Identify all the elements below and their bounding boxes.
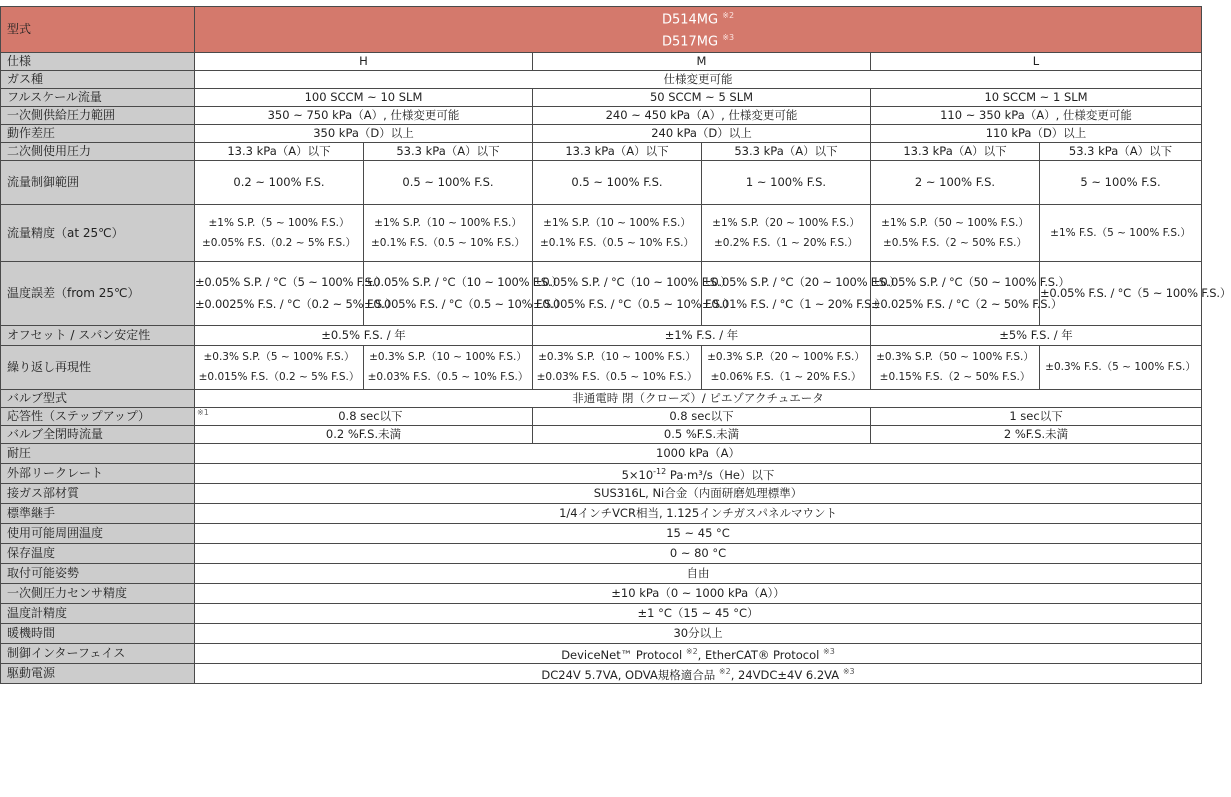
cell-m: 0.5 %F.S.未満 — [533, 425, 871, 443]
footnote-mark: ※2 — [722, 11, 735, 20]
spec-table — [0, 6, 1231, 684]
table-row — [1, 463, 1202, 483]
row-label: 暖機時間 — [1, 623, 195, 643]
cell-m: ±1% F.S. / 年 — [533, 325, 871, 345]
cell-text: 5×10 — [621, 467, 654, 482]
row-label: 一次側圧力センサ精度 — [1, 583, 195, 603]
cell-line: ±1% S.P.（20 ~ 100% F.S.） — [712, 216, 860, 229]
table-row — [1, 443, 1202, 463]
cell-h: ±0.5% F.S. / 年 — [195, 325, 533, 345]
cell-line: ±0.005% F.S. / °C（0.5 ~ 10% F.S.） — [364, 297, 566, 312]
header-row — [1, 7, 1202, 53]
cell-h: 100 SCCM ~ 10 SLM — [195, 88, 533, 106]
footnote-mark: ※3 — [722, 33, 735, 43]
row-label: 保存温度 — [1, 543, 195, 563]
cell-value: 15 ~ 45 °C — [195, 523, 1202, 543]
cell-line: ±0.05% S.P. / °C（10 ~ 100% F.S.） — [533, 275, 732, 290]
table-row — [1, 389, 1202, 407]
cell-value — [195, 663, 1202, 683]
cell-value — [364, 345, 533, 389]
cell-line: ±0.5% F.S.（2 ~ 50% F.S.） — [882, 236, 1028, 249]
cell-line: ±0.2% F.S.（1 ~ 20% F.S.） — [713, 236, 859, 249]
cell-h: H — [195, 52, 533, 70]
cell-h: 350 kPa（D）以上 — [195, 124, 533, 142]
cell-line: ±0.0025% F.S. / °C（0.2 ~ 5% F.S.） — [195, 297, 397, 312]
cell-line: ±0.1% F.S.（0.5 ~ 10% F.S.） — [539, 236, 695, 249]
cell-line: ±0.05% S.P. / °C（5 ~ 100% F.S.） — [195, 275, 387, 290]
cell-line: ±0.1% F.S.（0.5 ~ 10% F.S.） — [370, 236, 526, 249]
cell-value: ±0.05% F.S. / °C（5 ~ 100% F.S.） — [1040, 261, 1202, 325]
table-row — [1, 124, 1202, 142]
table-row — [1, 52, 1202, 70]
row-label: 応答性（ステップアップ） — [1, 407, 195, 425]
cell-line: ±0.03% F.S.（0.5 ~ 10% F.S.） — [536, 371, 698, 384]
cell-value: ±1 °C（15 ~ 45 °C） — [195, 603, 1202, 623]
cell-text: Pa·m³/s（He）以下 — [666, 467, 775, 482]
cell-value: 53.3 kPa（A）以下 — [1040, 142, 1202, 160]
row-label: 取付可能姿勢 — [1, 563, 195, 583]
cell-value: 13.3 kPa（A）以下 — [871, 142, 1040, 160]
cell-value: 0 ~ 80 °C — [195, 543, 1202, 563]
cell-line: ±1% S.P.（5 ~ 100% F.S.） — [208, 216, 350, 229]
cell-line: ±0.3% S.P.（20 ~ 100% F.S.） — [707, 351, 865, 364]
row-label: 一次側供給圧力範囲 — [1, 106, 195, 124]
cell-value: ±10 kPa（0 ~ 1000 kPa（A）） — [195, 583, 1202, 603]
cell-value — [195, 463, 1202, 483]
footnote-mark: ※2 — [685, 646, 698, 656]
cell-h — [195, 407, 533, 425]
cell-line: ±0.01% F.S. / °C（1 ~ 20% F.S.） — [702, 297, 887, 312]
table-row — [1, 563, 1202, 583]
cell-value — [533, 345, 702, 389]
cell-line: ±0.015% F.S.（0.2 ~ 5% F.S.） — [198, 371, 360, 384]
row-label: 流量制御範囲 — [1, 160, 195, 204]
row-label: フルスケール流量 — [1, 88, 195, 106]
cell-line: ±0.05% F.S.（0.2 ~ 5% F.S.） — [201, 236, 357, 249]
model-name: D517MG — [661, 34, 719, 50]
table-row — [1, 325, 1202, 345]
cell-text: , 24VDC±4V 6.2VA — [730, 667, 843, 682]
cell-m: M — [533, 52, 871, 70]
row-label: オフセット / スパン安定性 — [1, 325, 195, 345]
cell-value: 0.2 ~ 100% F.S. — [195, 160, 364, 204]
cell-value — [364, 204, 533, 261]
model-name: D514MG — [661, 12, 719, 28]
cell-value — [533, 204, 702, 261]
cell-text: DC24V 5.7VA, ODVA規格適合品 — [541, 667, 719, 682]
cell-value — [195, 204, 364, 261]
table-row — [1, 543, 1202, 563]
row-label: 温度誤差（from 25℃） — [1, 261, 195, 325]
cell-value: ±1% F.S.（5 ~ 100% F.S.） — [1040, 204, 1202, 261]
cell-value: ±0.3% F.S.（5 ~ 100% F.S.） — [1040, 345, 1202, 389]
cell-value: 非通電時 閉（クローズ）/ ピエゾアクチュエータ — [195, 389, 1202, 407]
cell-value — [364, 261, 566, 325]
row-label: 外部リークレート — [1, 463, 195, 483]
cell-l: 110 kPa（D）以上 — [871, 124, 1202, 142]
cell-m: 0.8 sec以下 — [533, 407, 871, 425]
row-label: 使用可能周囲温度 — [1, 523, 195, 543]
table-row — [1, 345, 1202, 389]
cell-line: ±0.15% F.S.（2 ~ 50% F.S.） — [879, 371, 1031, 384]
cell-line: ±0.03% F.S.（0.5 ~ 10% F.S.） — [367, 371, 529, 384]
row-label: 制御インターフェイス — [1, 643, 195, 663]
cell-text: DeviceNet™ Protocol — [561, 647, 686, 662]
cell-line: ±0.05% S.P. / °C（50 ~ 100% F.S.） — [871, 275, 1070, 290]
cell-value — [533, 261, 735, 325]
row-label: ガス種 — [1, 70, 195, 88]
cell-line: ±0.05% S.P. / °C（10 ~ 100% F.S.） — [364, 275, 563, 290]
cell-value — [871, 204, 1040, 261]
cell-value: 5 ~ 100% F.S. — [1040, 160, 1202, 204]
table-row — [1, 142, 1202, 160]
exponent: -12 — [653, 466, 667, 476]
model-cell — [195, 7, 1202, 53]
row-label: 流量精度（at 25℃） — [1, 204, 195, 261]
row-label: 標準継手 — [1, 503, 195, 523]
row-label: 仕様 — [1, 52, 195, 70]
table-row — [1, 623, 1202, 643]
table-row — [1, 483, 1202, 503]
cell-l: 1 sec以下 — [871, 407, 1202, 425]
cell-value — [871, 261, 1070, 325]
cell-value: 53.3 kPa（A）以下 — [702, 142, 871, 160]
cell-value — [702, 345, 871, 389]
cell-value: 自由 — [195, 563, 1202, 583]
cell-m: 50 SCCM ~ 5 SLM — [533, 88, 871, 106]
cell-value: 30分以上 — [195, 623, 1202, 643]
cell-l: ±5% F.S. / 年 — [871, 325, 1202, 345]
cell-text: 0.8 sec以下 — [338, 409, 403, 424]
row-label: 温度計精度 — [1, 603, 195, 623]
cell-text: , EtherCAT® Protocol — [697, 647, 824, 662]
table-row — [1, 643, 1202, 663]
row-label: 動作差圧 — [1, 124, 195, 142]
footnote-mark: ※3 — [823, 646, 835, 656]
footnote-mark: ※2 — [718, 666, 731, 676]
cell-line: ±0.3% S.P.（50 ~ 100% F.S.） — [876, 351, 1034, 364]
table-row — [1, 160, 1202, 204]
footnote-mark: ※3 — [842, 666, 855, 676]
cell-l: L — [871, 52, 1202, 70]
cell-value — [195, 261, 397, 325]
cell-value: 1000 kPa（A） — [195, 443, 1202, 463]
cell-line: ±0.06% F.S.（1 ~ 20% F.S.） — [710, 371, 862, 384]
cell-value: 13.3 kPa（A）以下 — [533, 142, 702, 160]
cell-line: ±0.3% S.P.（10 ~ 100% F.S.） — [369, 351, 527, 364]
cell-line: ±0.3% S.P.（10 ~ 100% F.S.） — [538, 351, 696, 364]
table-row — [1, 663, 1202, 683]
cell-h: 0.2 %F.S.未満 — [195, 425, 533, 443]
cell-value: 13.3 kPa（A）以下 — [195, 142, 364, 160]
cell-value — [871, 345, 1040, 389]
table-row — [1, 88, 1202, 106]
cell-value: 53.3 kPa（A）以下 — [364, 142, 533, 160]
cell-line: ±0.025% F.S. / °C（2 ~ 50% F.S.） — [871, 297, 1063, 312]
cell-line: ±0.05% S.P. / °C（20 ~ 100% F.S.） — [702, 275, 901, 290]
cell-m: 240 ~ 450 kPa（A）, 仕様変更可能 — [533, 106, 871, 124]
footnote-mark: ※1 — [197, 408, 209, 418]
table-row — [1, 106, 1202, 124]
cell-h: 350 ~ 750 kPa（A）, 仕様変更可能 — [195, 106, 533, 124]
cell-line: ±1% S.P.（10 ~ 100% F.S.） — [543, 216, 691, 229]
cell-l: 10 SCCM ~ 1 SLM — [871, 88, 1202, 106]
row-label: 耐圧 — [1, 443, 195, 463]
cell-value — [195, 643, 1202, 663]
row-label: 駆動電源 — [1, 663, 195, 683]
table-row — [1, 583, 1202, 603]
cell-l: 2 %F.S.未満 — [871, 425, 1202, 443]
table-row — [1, 204, 1202, 261]
row-label: バルブ全閉時流量 — [1, 425, 195, 443]
table-row — [1, 523, 1202, 543]
cell-value: SUS316L, Ni合金（内面研磨処理標準） — [195, 483, 1202, 503]
row-label: 二次側使用圧力 — [1, 142, 195, 160]
table-row — [1, 70, 1202, 88]
cell-value: 0.5 ~ 100% F.S. — [533, 160, 702, 204]
cell-value: 仕様変更可能 — [195, 70, 1202, 88]
cell-value — [195, 345, 364, 389]
cell-l: 110 ~ 350 kPa（A）, 仕様変更可能 — [871, 106, 1202, 124]
row-label: 型式 — [1, 7, 195, 53]
cell-m: 240 kPa（D）以上 — [533, 124, 871, 142]
cell-value — [702, 204, 871, 261]
table-row — [1, 503, 1202, 523]
cell-line: ±1% S.P.（10 ~ 100% F.S.） — [374, 216, 522, 229]
cell-line: ±1% S.P.（50 ~ 100% F.S.） — [881, 216, 1029, 229]
row-label: 繰り返し再現性 — [1, 345, 195, 389]
table-row — [1, 407, 1202, 425]
table-row — [1, 261, 1202, 325]
row-label: 接ガス部材質 — [1, 483, 195, 503]
row-label: バルブ型式 — [1, 389, 195, 407]
cell-value — [702, 261, 901, 325]
cell-value: 0.5 ~ 100% F.S. — [364, 160, 533, 204]
table-row — [1, 603, 1202, 623]
cell-line: ±0.005% F.S. / °C（0.5 ~ 10% F.S.） — [533, 297, 735, 312]
cell-line: ±0.3% S.P.（5 ~ 100% F.S.） — [203, 351, 355, 364]
cell-value: 1/4インチVCR相当, 1.125インチガスパネルマウント — [195, 503, 1202, 523]
table-row — [1, 425, 1202, 443]
cell-value: 2 ~ 100% F.S. — [871, 160, 1040, 204]
cell-value: 1 ~ 100% F.S. — [702, 160, 871, 204]
